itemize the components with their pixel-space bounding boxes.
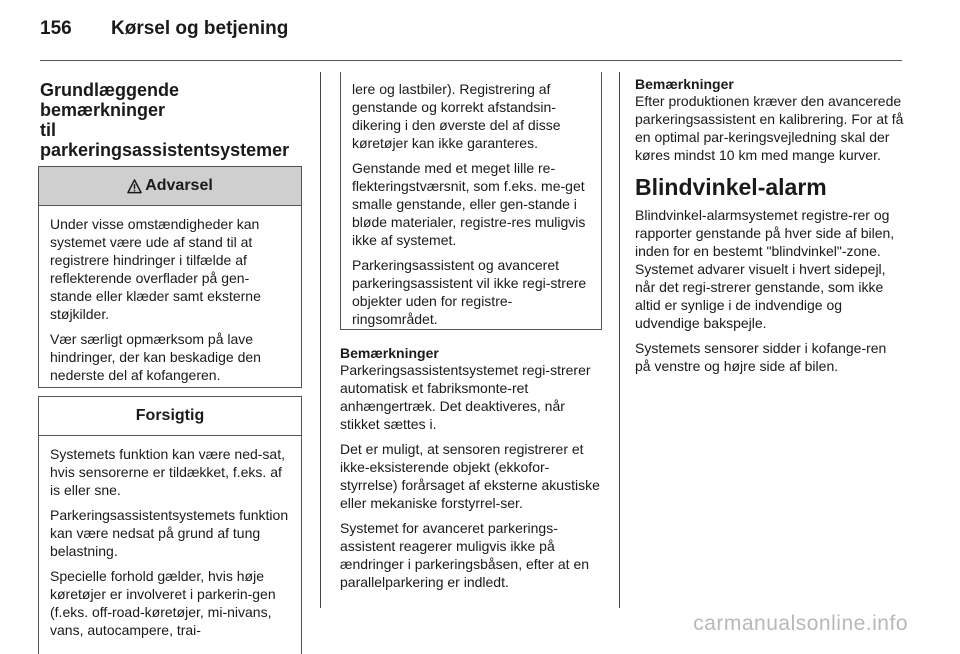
caution-paragraph: Parkeringsassistentsystemets funktion kan være nedsat på grund af tung belastning. bbox=[50, 507, 289, 559]
warning-paragraph: Vær særligt opmærksom på lave hindringer, der kan beskadige den nederste del af kofangeren. bbox=[50, 331, 261, 383]
page-number: 156 bbox=[40, 18, 72, 39]
column-2-notes bbox=[340, 345, 604, 598]
note-paragraph: Det er muligt, at sensoren registrerer et ikke-eksisterende objekt (ekkofor-styrrelse) forårsaget af eksterne akustiske eller mekaniske forstyrrel-ser. bbox=[340, 441, 600, 511]
warning-box-header bbox=[39, 167, 301, 206]
column-1 bbox=[38, 72, 302, 654]
chapter-title: Kørsel og betjening bbox=[111, 18, 289, 39]
note-title: Bemærkninger bbox=[340, 345, 439, 361]
page-header bbox=[40, 18, 910, 48]
heading-line-2: til parkeringsassistentsystemer bbox=[40, 120, 290, 160]
caution-continued-paragraph: Parkeringsassistent og avanceret parkeringsassistent vil ikke regi-strere objekter uden for registre-ringsområdet. bbox=[352, 257, 587, 327]
body-paragraph: Systemets sensorer sidder i kofange-ren på venstre og højre side af bilen. bbox=[635, 340, 887, 374]
section-heading-parking bbox=[40, 80, 302, 160]
caution-continued-paragraph: Genstande med et meget lille re-flekteringstværsnit, som f.eks. me-get smalle genstande, eller gen-stande i bløde materialer, registre-res muligvis ikke af systemet. bbox=[352, 160, 586, 248]
caution-continued-paragraph: lere og lastbiler). Registrering af genstande og korrekt afstandsin-dikering i den øverste del af disse køretøjer kan ikke garanteres. bbox=[352, 81, 561, 151]
header-divider bbox=[40, 60, 902, 61]
warning-title: Advarsel bbox=[145, 177, 213, 194]
caution-title: Forsigtig bbox=[135, 407, 205, 424]
warning-body bbox=[39, 206, 301, 394]
column-2 bbox=[340, 72, 602, 330]
watermark: carmanualsonline.info bbox=[693, 612, 908, 635]
column-divider-1 bbox=[320, 72, 321, 608]
section-heading-blind-spot: Blindvinkel-alarm bbox=[635, 174, 827, 200]
heading-line-1: Grundlæggende bemærkninger bbox=[40, 80, 179, 120]
note-paragraph: Systemet for avanceret parkerings-assistent reagerer muligvis ikke på ændringer i parkeringsbåsen, efter at en parallelparkering er indledt. bbox=[340, 520, 590, 590]
caution-paragraph: Systemets funktion kan være ned-sat, hvis sensorerne er tildækket, f.eks. af is eller sne. bbox=[50, 446, 285, 498]
caution-body bbox=[39, 436, 301, 649]
caution-box-continued bbox=[340, 72, 602, 330]
warning-box bbox=[38, 166, 302, 388]
column-3 bbox=[635, 72, 905, 382]
caution-box bbox=[38, 396, 302, 654]
body-paragraph: Blindvinkel-alarmsystemet registre-rer og rapporter genstande på hver side af bilen, inden for en bestemt "blindvinkel"-zone. Systemet advarer visuelt i hvert sidepejl, når det regi-strerer genstande, som ikke altid er synlige i de indvendige og udvendige bakspejle. bbox=[635, 207, 895, 331]
note-paragraph: Parkeringsassistentsystemet regi-strerer automatisk et fabriksmonte-ret anhængertræk. Det deaktiveres, når stikket sættes i. bbox=[340, 362, 591, 432]
note-title: Bemærkninger bbox=[635, 76, 734, 92]
warning-triangle-icon bbox=[127, 179, 142, 194]
caution-paragraph: Specielle forhold gælder, hvis høje køretøjer er involveret i parkerin-gen (f.eks. off-road-køretøjer, mi-nivans, vans, autocampere, trai- bbox=[50, 568, 276, 638]
warning-paragraph: Under visse omstændigheder kan systemet være ude af stand til at registrere hindringer i tilfælde af reflekterende overflader på gen-stande eller klæder samt eksterne støjkilder. bbox=[50, 216, 261, 322]
note-paragraph: Efter produktionen kræver den avancerede parkeringsassistent en kalibrering. For at få en optimal par-keringsvejledning skal der køres mindst 10 km med mange kurver. bbox=[635, 93, 904, 163]
column-divider-2 bbox=[619, 72, 620, 608]
caution-box-header bbox=[39, 397, 301, 436]
